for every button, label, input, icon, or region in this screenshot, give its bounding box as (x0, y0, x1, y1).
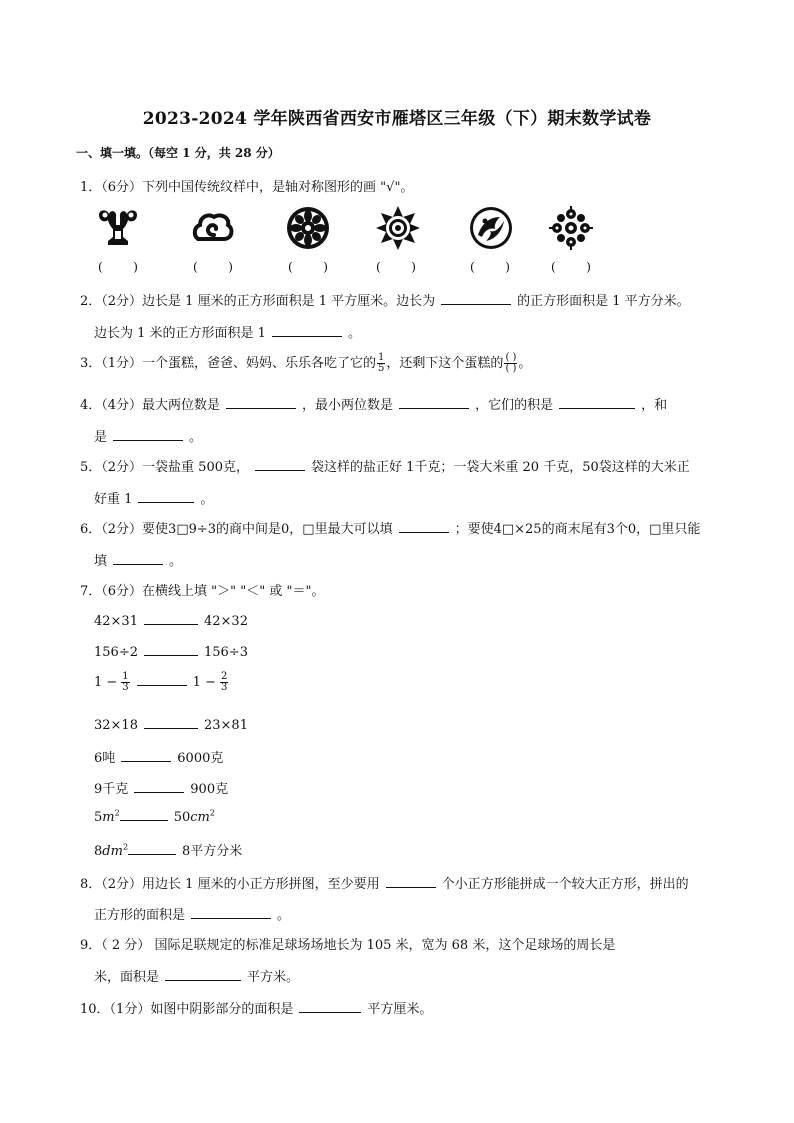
answer-blank[interactable] (559, 396, 635, 409)
answer-blank[interactable] (226, 396, 296, 409)
question-10: 10．（1分）如图中阴影部分的面积是 平方厘米。 (80, 1002, 433, 1017)
compare-blank[interactable] (134, 780, 184, 793)
compare-row: 42×31 42×32 (94, 614, 248, 629)
question-7: 7．（6分）在横线上填 "＞" "＜" 或 "＝"。 (80, 584, 325, 599)
question-8-cont: 正方形的面积是 。 (94, 908, 291, 923)
question-3: 3．（1分）一个蛋糕，爸爸、妈妈、乐乐各吃了它的 $\frac{1}{5}$ ，还剩下这个蛋糕的 $\frac{( )}{( )}$ 。 (80, 352, 532, 374)
answer-blank[interactable] (272, 324, 342, 337)
compare-row: $8dm^2$ 8平方分米 (94, 842, 243, 859)
compare-row: $5m^2$ $50cm^2$ (94, 808, 215, 825)
compare-row: 6吨 6000克 (94, 751, 224, 766)
fraction: $\frac{1}{5}$ (378, 352, 385, 374)
compare-blank[interactable] (128, 842, 176, 855)
answer-blank[interactable] (138, 490, 194, 503)
question-4-cont: 是 。 (94, 430, 203, 445)
circular-emblem-icon (468, 205, 514, 251)
compare-row: 1 − $\frac{1}{3}$ 1 − $\frac{2}{3}$ (94, 671, 228, 693)
compare-blank[interactable] (144, 643, 198, 656)
answer-blank[interactable] (441, 292, 511, 305)
compare-blank[interactable] (121, 749, 171, 762)
compare-row: 9千克 900克 (94, 782, 229, 797)
question-5: 5．（2分）一袋盐重 500克， 袋这样的盐正好 1千克；一袋大米重 20 千克，50袋这样的大米正 (80, 460, 690, 475)
answer-paren[interactable]: ( ) (288, 260, 328, 274)
pattern-row (92, 205, 612, 251)
page-title: 2023-2024 学年陕西省西安市雁塔区三年级（下）期末数学试卷 (142, 109, 652, 129)
compare-blank[interactable] (144, 716, 198, 729)
question-4: 4．（4分）最大两位数是 ，最小两位数是 ，它们的积是 ，和 (80, 398, 668, 413)
question-6-cont: 填 。 (94, 554, 183, 569)
lotus-medallion-icon (285, 205, 331, 251)
answer-blank[interactable] (113, 428, 183, 441)
question-2: 2．（2分）边长是 1 厘米的正方形面积是 1 平方厘米。边长为 的正方形面积是 1 平方分米。 (80, 294, 690, 309)
compare-row: 32×18 23×81 (94, 718, 248, 733)
answer-blank[interactable] (399, 396, 469, 409)
answer-paren[interactable]: ( ) (551, 260, 591, 274)
flower-ring-icon (375, 205, 421, 251)
question-2-cont: 边长为 1 米的正方形面积是 1 。 (94, 326, 361, 341)
answer-paren[interactable]: ( ) (470, 260, 510, 274)
answer-parens-row (0, 260, 794, 276)
answer-paren[interactable]: ( ) (98, 260, 138, 274)
answer-blank[interactable] (113, 552, 163, 565)
compare-row: 156÷2 156÷3 (94, 645, 248, 660)
answer-blank[interactable] (299, 1000, 361, 1013)
answer-blank[interactable] (255, 458, 305, 471)
answer-blank[interactable] (191, 906, 271, 919)
spiral-cloud-icon (190, 205, 236, 251)
question-9: 9．（ 2 分） 国际足联规定的标准足球场场地长为 105 米，宽为 68 米，这个足球场的周长是 (80, 938, 616, 953)
question-9-cont: 米，面积是 平方米。 (94, 970, 300, 985)
answer-blank[interactable] (386, 875, 436, 888)
compare-blank[interactable] (144, 612, 198, 625)
answer-paren[interactable]: ( ) (193, 260, 233, 274)
answer-blank[interactable] (165, 968, 241, 981)
question-8: 8．（2分）用边长 1 厘米的小正方形拼图，至少要用 个小正方形能拼成一个较大正方形，拼出的 (80, 877, 689, 892)
question-5-cont: 好重 1 。 (94, 492, 214, 507)
ruyi-cloud-icon (95, 205, 141, 251)
answer-fraction[interactable]: $\frac{( )}{( )}$ (505, 352, 517, 374)
section-heading: 一、填一填。（每空 1 分，共 28 分） (76, 146, 280, 160)
cross-flower-icon (548, 205, 594, 251)
compare-blank[interactable] (120, 808, 168, 821)
answer-blank[interactable] (399, 520, 449, 533)
compare-blank[interactable] (137, 673, 187, 686)
question-6: 6．（2分）要使3□9÷3的商中间是0，□里最大可以填 ；要使4□×25的商末尾有3个0，□里只能 (80, 522, 701, 537)
answer-paren[interactable]: ( ) (376, 260, 416, 274)
question-1: 1．（6分）下列中国传统纹样中，是轴对称图形的画 "√"。 (80, 180, 414, 195)
